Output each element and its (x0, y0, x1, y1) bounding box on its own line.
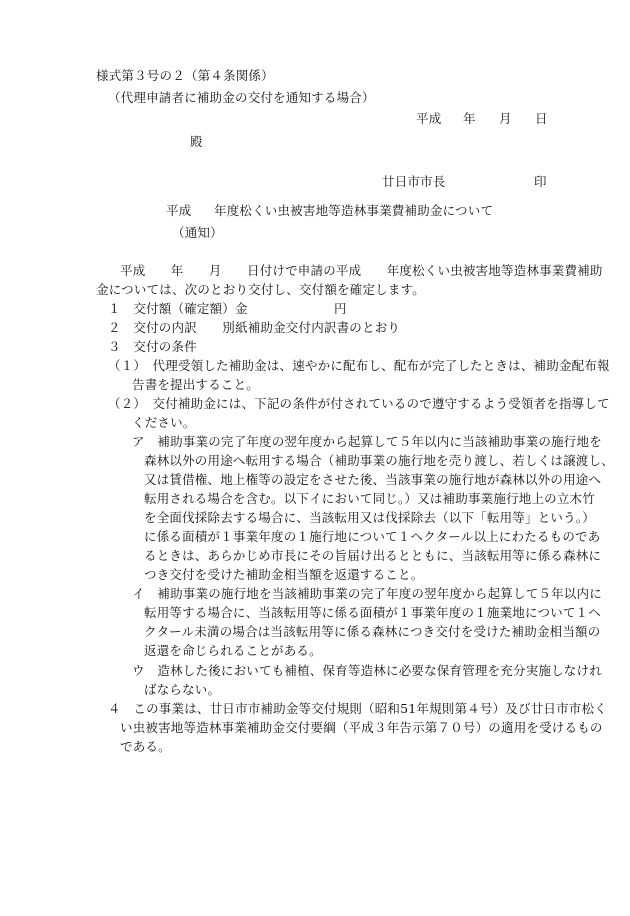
clause-i-line-1: イ 補助事業の施行地を当該補助事業の完了年度の翌年度から起算して５年以内に (132, 586, 602, 601)
condition-1-line-1: （１） 代理受領した補助金は、速やかに配布し、配布が完了したときは、補助金配布報 (108, 358, 610, 373)
intro-line-1: 平成 年 月 日付けで申請の平成 年度松くい虫被害地等造林事業費補助 (120, 263, 603, 278)
date-month: 月 (499, 111, 512, 126)
date-day: 日 (535, 111, 548, 126)
document-title-notice: （通知） (172, 225, 223, 240)
condition-1-line-2: 告書を提出すること。 (132, 377, 260, 392)
addressee-suffix: 殿 (190, 134, 203, 149)
form-number: 様式第３号の２（第４条関係） (96, 68, 274, 83)
item-1-amount: １ 交付額（確定額）金 (108, 301, 248, 316)
clause-i-line-4: 返還を命じられることがある。 (144, 643, 322, 658)
item-4-line-2: い虫被害地等造林事業補助金交付要綱（平成３年告示第７０号）の適用を受けるもの (120, 720, 603, 735)
form-subtitle: （代理申請者に補助金の交付を通知する場合） (108, 90, 375, 105)
clause-a-line-4: 転用される場合を含む。以下イにおいて同じ。）又は補助事業施行地上の立木竹 (144, 491, 595, 506)
issuer-name: 廿日市市長 (382, 174, 446, 189)
clause-a-line-1: ア 補助事業の完了年度の翌年度から起算して５年以内に当該補助事業の施行地を (132, 434, 602, 449)
item-4-line-1: ４ この事業は、廿日市市補助金等交付規則（昭和51年規則第４号）及び廿日市市松く (108, 701, 607, 716)
condition-2-line-2: ください。 (132, 415, 196, 430)
item-4-line-3: である。 (120, 739, 171, 754)
date-year: 年 (463, 111, 476, 126)
item-2-breakdown: ２ 交付の内訳 別紙補助金交付内訳書のとおり (108, 320, 401, 335)
title-era: 平成 (166, 203, 192, 218)
clause-i-line-3: クタール未満の場合は当該転用等に係る森林につき交付を受けた補助金相当額の (144, 624, 601, 639)
clause-a-line-7: るときは、あらかじめ市長にその旨届け出るとともに、当該転用等に係る森林に (144, 548, 602, 563)
clause-i-line-2: 転用等する場合に、当該転用等に係る面積が１事業年度の１施業地について１ヘ (144, 605, 601, 620)
clause-u-line-1: ウ 造林した後においても補植、保育等造林に必要な保育管理を充分実施しなけれ (132, 663, 602, 678)
clause-a-line-2: 森林以外の用途へ転用する場合（補助事業の施行地を売り渡し、若しくは譲渡し、 (144, 453, 614, 468)
seal-mark: 印 (534, 174, 547, 189)
clause-a-line-6: に係る面積が１事業年度の１施行地について１ヘクタール以上にわたるものであ (144, 529, 601, 544)
date-era: 平成 (416, 111, 442, 126)
item-3-conditions: ３ 交付の条件 (108, 339, 197, 354)
condition-2-line-1: （２） 交付補助金には、下記の条件が付されているので遵守するよう受領者を指導して (108, 396, 610, 411)
clause-a-line-5: を全面伐採除去する場合に、当該転用又は伐採除去（以下「転用等」という。） (144, 510, 595, 525)
clause-u-line-2: ばならない。 (144, 682, 221, 697)
item-1-unit: 円 (334, 301, 347, 316)
clause-a-line-3: 又は賃借権、地上権等の設定をさせた後、当該事業の施行地が森林以外の用途へ (144, 472, 602, 487)
document-title: 年度松くい虫被害地等造林事業費補助金について (214, 203, 494, 218)
clause-a-line-8: つき交付を受けた補助金相当額を返還すること。 (144, 567, 424, 582)
intro-line-2: 金については、次のとおり交付し、交付額を確定します。 (96, 282, 425, 297)
